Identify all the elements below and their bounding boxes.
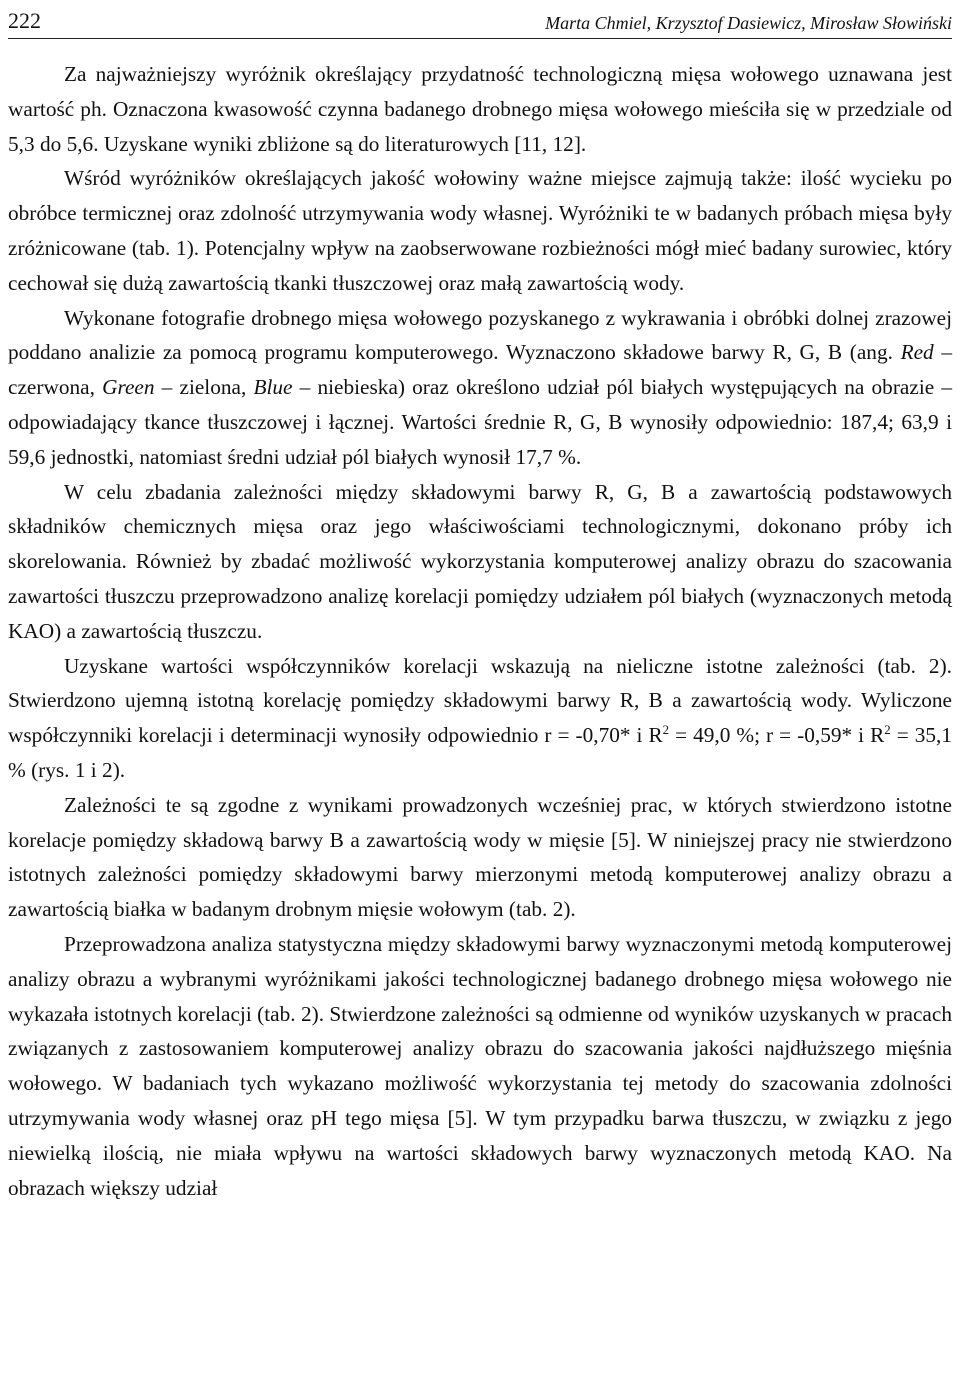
text-segment: – czerwona, (8, 340, 952, 400)
paragraph: W celu zbadania zależności między składowymi barwy R, G, B a zawartością podstawowych składników chemicznych mięsa oraz jego właściwościami technologicznymi, dokonano próby ich skorelowania. Również by zbadać możliwość wykorzystania komputerowej analizy obrazu do szacowania zawartości tłuszczu przeprowadzono analizę korelacji pomiędzy udziałem pól białych (wyznaczonych metodą KAO) a zawartością tłuszczu. (8, 479, 952, 643)
paragraph: Za najważniejszy wyróżnik określający przydatność technologiczną mięsa wołowego uznawana jest wartość ph. Oznaczona kwasowość czynna badanego drobnego mięsa wołowego mieściła się w przedziale od 5,3 do 5,6. Uzyskane wyniki zbliżone są do literaturowych [11, 12]. (8, 62, 952, 156)
text-segment: = 49,0 %; r = -0,59* i R (669, 723, 885, 748)
page (8, 0, 952, 1205)
text-segment: = 35,1 % (rys. 1 i 2). (8, 723, 952, 782)
paragraph (8, 301, 952, 475)
italic-term-green: Green (102, 375, 155, 400)
italic-term-blue: Blue (253, 375, 293, 400)
superscript: 2 (662, 723, 670, 738)
text-segment: – zielona, (154, 375, 254, 400)
italic-term-red: Red (900, 340, 934, 365)
superscript: 2 (884, 723, 891, 738)
running-head-authors: Marta Chmiel, Krzysztof Dasiewicz, Mirosław Słowiński (545, 13, 952, 33)
text-segment: Uzyskane wartości współczynników korelacji wskazują na nieliczne istotne zależności (tab. 2). Stwierdzono ujemną istotną korelację pomiędzy składowymi barwy R, B a zawartością wody. Wyliczone współczynniki korelacji i determinacji wynosiły odpowiednio r = -0,70* i R (8, 653, 952, 748)
text-segment: Wykonane fotografie drobnego mięsa wołowego pozyskanego z wykrawania i obróbki dolnej zrazowej poddano analizie za pomocą programu komputerowego. Wyznaczono składowe barwy R, G, B (ang. (8, 305, 952, 365)
paragraph (8, 649, 952, 788)
paragraph: Zależności te są zgodne z wynikami prowadzonych wcześniej prac, w których stwierdzono istotne korelacje pomiędzy składową barwy B a zawartością wody w mięsie [5]. W niniejszej pracy nie stwierdzono istotnych zależności pomiędzy składowymi barwy mierzonymi metodą komputerowej analizy obrazu a zawartością białka w badanym drobnym mięsie wołowym (tab. 2). (8, 792, 952, 922)
page-number: 222 (8, 8, 41, 33)
text-segment: – niebieska) oraz określono udział pól białych występujących na obrazie – odpowiadający tkance tłuszczowej i łącznej. Wartości średnie R, G, B wynosiły odpowiednio: 187,4; 63,9 i 59,6 jednostki, natomiast średni udział pól białych wynosił 17,7 %. (8, 375, 952, 469)
page-header (8, 0, 952, 39)
article-body (8, 57, 952, 1205)
paragraph: Przeprowadzona analiza statystyczna między składowymi barwy wyznaczonymi metodą komputerowej analizy obrazu a wybranymi wyróżnikami jakości technologicznej badanego drobnego mięsa wołowego nie wykazała istotnych korelacji (tab. 2). Stwierdzone zależności są odmienne od wyników uzyskanych w pracach związanych z zastosowaniem komputerowej analizy obrazu do szacowania jakości najdłuższego mięśnia wołowego. W badaniach tych wykazano możliwość wykorzystania tej metody do szacowania zdolności utrzymywania wody własnej oraz pH tego mięsa [5]. W tym przypadku barwa tłuszczu, w związku z jego niewielką ilością, nie miała wpływu na wartości składowych barwy wyznaczonych metodą KAO. Na obrazach większy udział (8, 931, 952, 1200)
paragraph: Wśród wyróżników określających jakość wołowiny ważne miejsce zajmują także: ilość wycieku po obróbce termicznej oraz zdolność utrzymywania wody własnej. Wyróżniki te w badanych próbach mięsa były zróżnicowane (tab. 1). Potencjalny wpływ na zaobserwowane rozbieżności mógł mieć badany surowiec, który cechował się dużą zawartością tkanki tłuszczowej oraz małą zawartością wody. (8, 166, 952, 295)
